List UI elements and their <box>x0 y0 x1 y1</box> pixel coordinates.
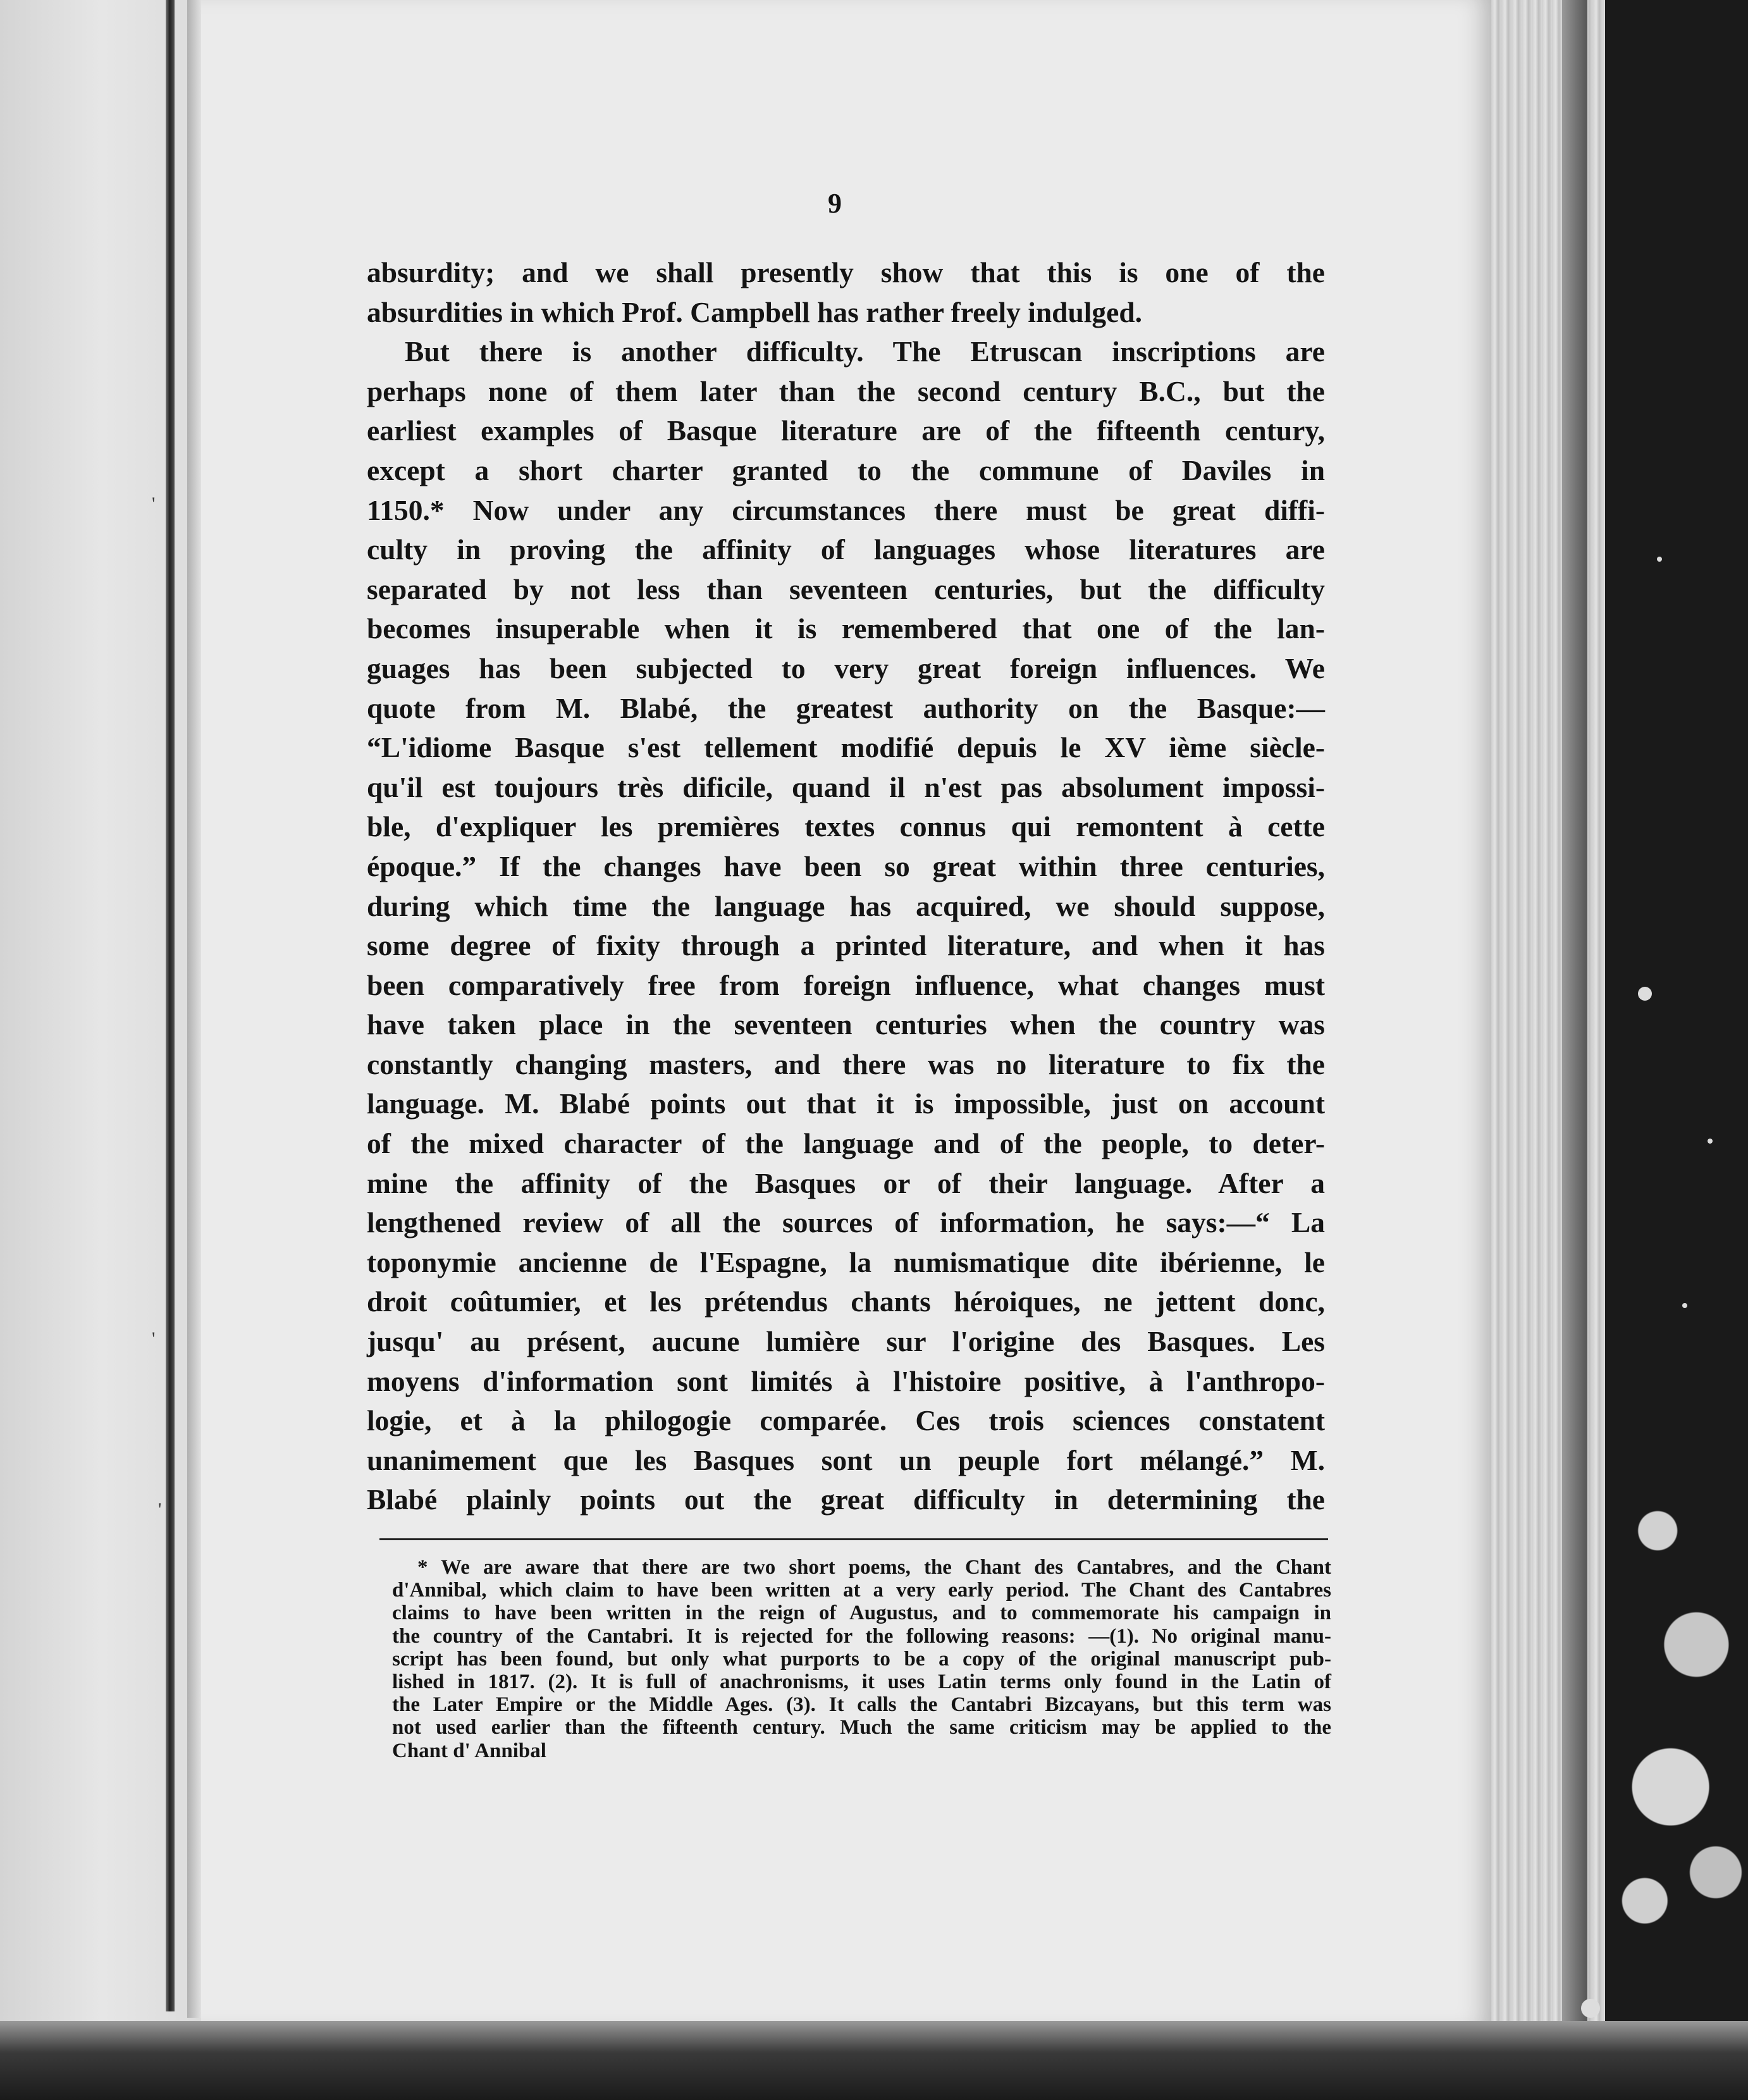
text-line: absurdity; and we shall presently show that this is one of the <box>367 256 1325 288</box>
text-line: jusqu' au présent, aucune lumière sur l'origine des Basques. Les <box>367 1325 1325 1358</box>
footnote-line: the country of the Cantabri. It is rejected for the following reasons: —(1). No original manu- <box>392 1624 1331 1648</box>
page-edges <box>1491 0 1605 2030</box>
text-line: earliest examples of Basque literature are of the fifteenth century, <box>367 414 1325 447</box>
text-line: ble, d'expliquer les premières textes connus qui remontent à cette <box>367 810 1325 843</box>
scan-speck <box>1581 1999 1600 2018</box>
footnote-line: * We are aware that there are two short poems, the Chant des Cantabres, and the Chant <box>417 1556 1331 1579</box>
scan-speck <box>1708 1139 1713 1144</box>
footnote <box>392 1556 1331 1762</box>
text-line: unanimement que les Basques sont un peuple fort mélangé.” M. <box>367 1443 1325 1476</box>
footnote-line: lished in 1817. (2). It is full of anachronisms, it uses Latin terms only found in the Latin of <box>392 1670 1331 1693</box>
text-line: qu'il est toujours très dificile, quand il n'est pas absolument impossi- <box>367 770 1325 803</box>
text-line: toponymie ancienne de l'Espagne, la numismatique dite ibérienne, le <box>367 1245 1325 1278</box>
text-line: becomes insuperable when it is remembered that one of the lan- <box>367 612 1325 645</box>
text-line: separated by not less than seventeen centuries, but the difficulty <box>367 572 1325 605</box>
margin-mark: ' <box>152 493 156 514</box>
binding-spine <box>166 0 175 2011</box>
binding-gutter <box>187 0 201 2018</box>
text-line: been comparatively free from foreign influence, what changes must <box>367 968 1325 1001</box>
scan-artifact <box>1619 1417 1748 1986</box>
text-line: moyens d'information sont limités à l'histoire positive, à l'anthropo- <box>367 1364 1325 1397</box>
text-line: language. M. Blabé points out that it is impossible, just on account <box>367 1087 1325 1120</box>
text-line: lengthened review of all the sources of information, he says:—“ La <box>367 1206 1325 1239</box>
margin-mark: ' <box>152 1328 156 1349</box>
text-line: some degree of fixity through a printed literature, and when it has <box>367 929 1325 962</box>
text-line: logie, et à la philogogie comparée. Ces trois sciences constatent <box>367 1404 1325 1437</box>
text-line: culty in proving the affinity of languages whose literatures are <box>367 533 1325 566</box>
footnote-line: Chant d' Annibal <box>392 1739 546 1762</box>
body-text <box>367 253 1325 1520</box>
text-line: guages has been subjected to very great foreign influences. We <box>367 652 1325 684</box>
text-line: droit coûtumier, et les prétendus chants héroiques, ne jettent donc, <box>367 1285 1325 1318</box>
footnote-line: d'Annibal, which claim to have been written at a very early period. The Chant des Cantabres <box>392 1579 1331 1602</box>
text-line: have taken place in the seventeen centuries when the country was <box>367 1008 1325 1041</box>
page-edges-shadow <box>1562 0 1587 2030</box>
text-line: mine the affinity of the Basques or of their language. After a <box>367 1166 1325 1199</box>
text-line: during which time the language has acquired, we should suppose, <box>367 889 1325 922</box>
scan-speck <box>1638 987 1652 1001</box>
text-line: except a short charter granted to the commune of Daviles in <box>367 454 1325 486</box>
scan-speck <box>1682 1303 1687 1308</box>
margin-mark: ' <box>158 1499 162 1520</box>
scan-speck <box>1657 557 1662 562</box>
text-line: Blabé plainly points out the great difficulty in determining the <box>367 1483 1325 1516</box>
text-line: absurdities in which Prof. Campbell has rather freely indulged. <box>367 295 1143 328</box>
footnote-line: not used earlier than the fifteenth century. Much the same criticism may be applied to the <box>392 1716 1331 1739</box>
footnote-line: script has been found, but only what purports to be a copy of the original manuscript pub- <box>392 1647 1331 1671</box>
footnote-rule <box>379 1538 1328 1540</box>
scanner-bed <box>0 2021 1748 2100</box>
text-line: “L'idiome Basque s'est tellement modifié depuis le XV ième siècle- <box>367 731 1325 764</box>
page-number: 9 <box>828 188 842 219</box>
text-line: But there is another difficulty. The Etruscan inscriptions are <box>405 335 1325 368</box>
text-line: quote from M. Blabé, the greatest authority on the Basque:— <box>367 691 1325 724</box>
text-line: of the mixed character of the language and of the people, to deter- <box>367 1127 1325 1160</box>
footnote-line: the Later Empire or the Middle Ages. (3). It calls the Cantabri Bizcayans, but this term was <box>392 1693 1331 1717</box>
footnote-line: claims to have been written in the reign of Augustus, and to commemorate his campaign in <box>392 1602 1331 1625</box>
text-line: constantly changing masters, and there was no literature to fix the <box>367 1047 1325 1080</box>
text-line: 1150.* Now under any circumstances there must be great diffi- <box>367 493 1325 526</box>
text-line: époque.” If the changes have been so great within three centuries, <box>367 849 1325 882</box>
text-line: perhaps none of them later than the second century B.C., but the <box>367 374 1325 407</box>
